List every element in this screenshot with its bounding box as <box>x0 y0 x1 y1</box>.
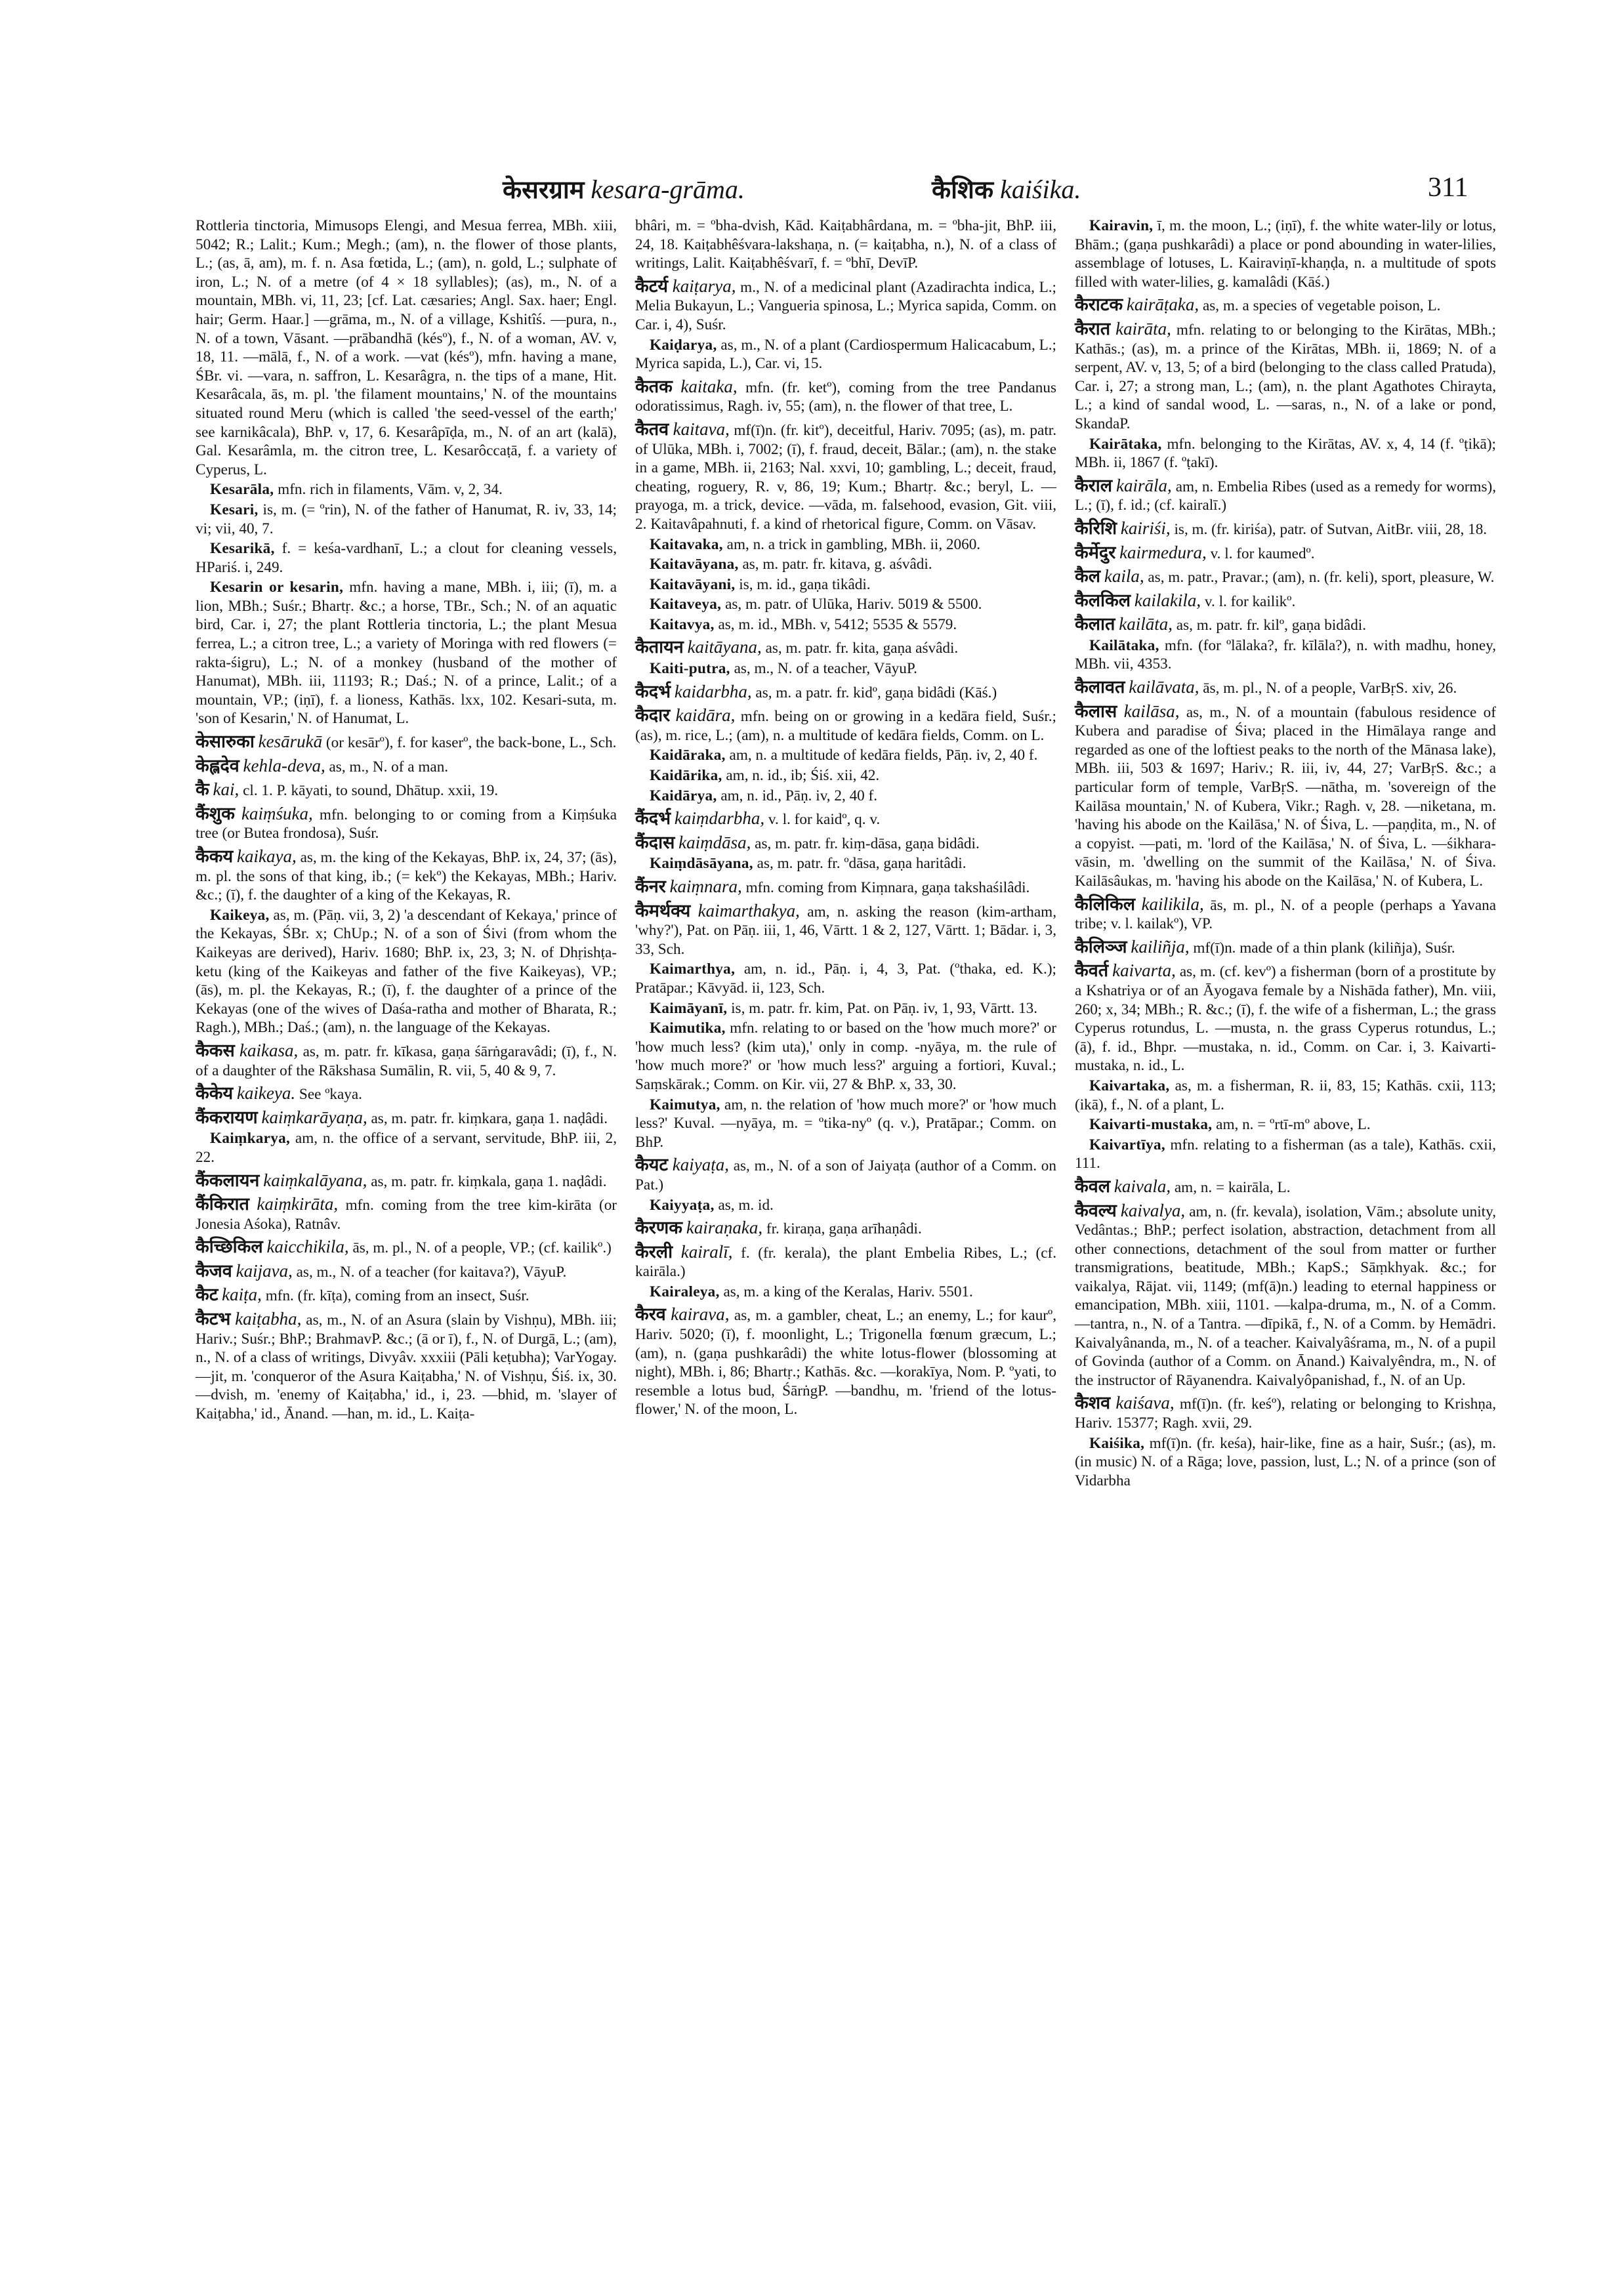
entry-definition: ī, m. the moon, L.; (iṇī), f. the white water-lily or lotus, Bhām.; (gaṇa pushkarâdi) a place or pond abounding in water-lilies, assemblage of lotuses, L. Kairaviṇī-khaṇḍa, n. a multitude of spots filled with water-lilies, g. kamalâdi (Kāś.) <box>1075 217 1496 291</box>
entry-definition: as, m. patr. fr. kīkasa, gaṇa śārṅgaravâdi; (ī), f., N. of a daughter of the Rākshasa Sumālin, R. vii, 5, 40 & 9, 7. <box>196 1043 617 1079</box>
entry-definition: as, m. the king of the Kekayas, BhP. ix, 24, 37; (ās), m. pl. the sons of that king, ib.; (= kekº) the Kekayas, MBh.; Hariv. &c.; (ī), f. the daughter of a king of the Kekayas, R. <box>196 849 617 904</box>
dictionary-subentry <box>1075 435 1496 472</box>
headword-devanagari: कैकेय <box>196 1083 234 1104</box>
dictionary-entry <box>196 1262 617 1282</box>
dictionary-entry <box>196 1108 617 1128</box>
headword-devanagari: कैटर्य <box>635 276 669 297</box>
headword-transliteration: kaivala, <box>1114 1176 1171 1196</box>
headword-devanagari: कैवल <box>1075 1176 1111 1197</box>
headword-transliteration: kehla-deva, <box>243 755 325 775</box>
dictionary-entry <box>1075 615 1496 635</box>
dictionary-subentry <box>635 1283 1056 1302</box>
dictionary-entry <box>1075 1394 1496 1432</box>
dictionary-entry <box>1075 320 1496 434</box>
entry-definition: ās, m. pl., N. of a people, VP.; (cf. kailikº.) <box>348 1239 612 1257</box>
entry-definition: is, m. patr. fr. kim, Pat. on Pāṇ. iv, 1, 93, Vārtt. 13. <box>727 999 1038 1017</box>
entry-definition: am, n. Embelia Ribes (used as a remedy for worms), L.; (ī), f. id.; (cf. kairalī.) <box>1075 478 1497 514</box>
entry-definition: is, m. id., gaṇa tikâdi. <box>735 575 871 593</box>
entry-definition: mfn. belonging to or coming from a Kiṃśuka tree (or Butea frondosa), Suśr. <box>196 806 617 842</box>
dictionary-subentry <box>635 787 1056 806</box>
column-middle <box>635 217 1056 1420</box>
headword-transliteration: kaiṃkalāyana, <box>263 1170 367 1190</box>
headword-transliteration: kaivalya, <box>1120 1200 1186 1220</box>
headword-transliteration: kairāṭaka, <box>1126 295 1199 315</box>
dictionary-entry <box>196 1195 617 1233</box>
dictionary-subentry <box>196 480 617 499</box>
entry-definition: is, m. (fr. kiriśa), patr. of Sutvan, AitBr. viii, 28, 18. <box>1170 520 1488 538</box>
dictionary-entry <box>196 804 617 843</box>
subentry-headword: Kaikeya, <box>210 906 270 924</box>
headword-transliteration: kaimarthakya, <box>697 900 800 920</box>
entry-definition: as, m. patr., Pravar.; (am), n. (fr. keli), sport, pleasure, W. <box>1144 569 1495 587</box>
headword-transliteration: kai, <box>213 779 239 800</box>
headword-transliteration: kairalī, <box>680 1241 733 1262</box>
entry-definition: is, m. (= ºrin), N. of the father of Hanumat, R. iv, 33, 14; vi; vii, 40, 7. <box>196 501 617 537</box>
headword-transliteration: kaiṭa, <box>222 1285 262 1305</box>
dictionary-subentry <box>635 615 1056 634</box>
headword-devanagari: कैदर्भ <box>635 681 671 702</box>
subentry-headword: Kaiṃkarya, <box>210 1130 291 1148</box>
headword-transliteration: kaiṭabha, <box>235 1309 302 1329</box>
dictionary-entry <box>196 1171 617 1191</box>
headword-transliteration: kaiṃdarbha, <box>674 808 765 829</box>
subentry-headword: Kaimāyanī, <box>650 999 728 1017</box>
dictionary-subentry <box>196 578 617 728</box>
entry-definition: mfn. relating to or belonging to the Kirātas, MBh.; Kathās.; (as), m. a prince of the Kirātas, MBh. ii, 1869; N. of a serpent, AV. v, 13, 5; of a bird (belonging to the class called Pratuda), Car. i, 27; a strong man, L.; (am), n. the plant Agathotes Chirayta, L.; a kind of sandal wood, L. —saras, n., N. of a lake or pond, SkandaP. <box>1075 321 1497 432</box>
headword-devanagari: कैराटक <box>1075 295 1123 316</box>
dictionary-entry <box>1075 476 1496 515</box>
dictionary-subentry <box>1075 1434 1496 1491</box>
entry-definition: as, m., N. of a son of Jaiyaṭa (author of a Comm. on Pat.) <box>635 1157 1056 1193</box>
entry-definition: as, m. (cf. kevº) a fisherman (born of a prostitute by a Kshatriya or of an Āyogava female by a Nishāda father), Mn. viii, 260; x, 34; MBh.; R. &c.; (ī), f. the wife of a fisherman, L.; the grass Cyperus rotundus, L. —musta, n. the grass Cyperus rotundus, L.; (ā), f. id., Bhpr. —mustaka, n. id., Comm. on Car. i, 3. Kaivarti-mustaka, n. id., L. <box>1075 963 1497 1075</box>
headword-devanagari: कैंशुक <box>196 803 235 824</box>
headword-devanagari: केह्लदेव <box>196 755 239 776</box>
dictionary-subentry <box>635 595 1056 614</box>
dictionary-subentry <box>635 336 1056 373</box>
running-head-left-devanagari: केसरग्राम <box>503 175 585 204</box>
entry-definition: ās, m. pl., N. of a people (perhaps a Yavana tribe; v. l. kailakº), VP. <box>1075 896 1497 933</box>
dictionary-subentry <box>635 766 1056 785</box>
entry-definition: mfn. relating to a fisherman (as a tale), Kathās. cxii, 111. <box>1075 1136 1496 1172</box>
headword-transliteration: kailāvata, <box>1129 677 1199 697</box>
headword-transliteration: kairāla, <box>1116 475 1172 495</box>
entry-continuation <box>196 217 617 479</box>
headword-transliteration: kaikasa, <box>239 1040 299 1060</box>
subentry-headword: Kaitaveya, <box>650 596 722 613</box>
subentry-headword: Kaitavya, <box>650 615 715 633</box>
entry-definition: mfn. rich in filaments, Vām. v, 2, 34. <box>274 481 503 499</box>
column-left <box>196 217 617 1425</box>
dictionary-entry <box>1075 567 1496 587</box>
headword-transliteration: kaiṃkirāta, <box>257 1194 339 1214</box>
entry-definition: See ºkaya. <box>295 1086 362 1104</box>
entry-definition: am, n. the relation of 'how much more?' or 'how much less?' Kuval. —nyāya, m. = ºtika-nyº (q. v.), Pratāpar.; Comm. on BhP. <box>635 1096 1056 1151</box>
entry-definition: as, m. patr. fr. kita, gaṇa aśvâdi. <box>761 640 959 657</box>
headword-transliteration: kaikeya. <box>236 1083 296 1104</box>
entry-definition: as, m. patr. of Ulūka, Hariv. 5019 & 5500. <box>721 596 982 613</box>
entry-definition: mfn. coming from Kiṃnara, gaṇa takshaśilâdi. <box>741 879 1030 896</box>
headword-transliteration: kairaṇaka, <box>686 1218 763 1238</box>
entry-definition: mf(ī)n. (fr. kitº), deceitful, Hariv. 7095; (as), m. patr. of Ulūka, MBh. i, 7002; (ī), f. fraud, deceit, Bālar.; (am), n. the stake in a game, MBh. ii, 2163; Nal. xxvi, 10; gambling, L.; deceit, fraud, cheating, roguery, R. v, 86, 19; Kum.; Bhartṛ. &c.; beryl, L. —prayoga, m. a trick, device. —vāda, m. falsehood, evasion, Git. viii, 2. Kaitavâpahnuti, f. a kind of rhetorical figure, Comm. on Vāsav. <box>635 421 1056 533</box>
headword-transliteration: kaidarbha, <box>674 681 752 701</box>
headword-transliteration: kaila, <box>1104 566 1144 587</box>
subentry-headword: Kesari, <box>210 501 259 518</box>
entry-definition: as, m. patr. fr. kitava, g. aśvâdi. <box>738 556 932 573</box>
entry-definition: as, m. patr. fr. kiṃ-dāsa, gaṇa bidâdi. <box>751 835 980 852</box>
headword-transliteration: kailāsa, <box>1123 701 1180 721</box>
dictionary-entry <box>1075 678 1496 698</box>
dictionary-subentry <box>1075 1115 1496 1134</box>
subentry-headword: Kaiti-putra, <box>650 660 730 678</box>
headword-devanagari: कैराल <box>1075 475 1113 496</box>
headword-devanagari: कैंकिरात <box>196 1194 249 1215</box>
entry-definition: as, m., N. of an Asura (slain by Vishṇu), MBh. iii; Hariv.; Suśr.; BhP.; BrahmavP. &c.; (ā or ī), f., N. of Durgā, L.; (am), n., N. of a class of writings, Divyâv. xxxiii (Pāli keṭubha); VarYogay. —jit, m. 'conqueror of the Asura Kaiṭabha,' N. of Vishṇu, Śiś. ix, 30. —dvish, m. 'enemy of Kaiṭabha,' id., i, 23. —bhid, m. 'slayer of Kaiṭabha,' id., Ānand. —han, m. id., L. Kaiṭa- <box>196 1312 617 1423</box>
entry-definition: mf(ī)n. made of a thin plank (kiliñja), Suśr. <box>1189 939 1455 957</box>
dictionary-entry <box>635 638 1056 658</box>
entry-definition: ās, m. pl., N. of a people, VarBṛS. xiv, 26. <box>1199 680 1457 697</box>
entry-definition: am, n. a trick in gambling, MBh. ii, 2060. <box>722 535 981 553</box>
entry-definition: as, m. a gambler, cheat, L.; an enemy, L.; for kaurº, Hariv. 5020; (ī), f. moonlight, L.; Trigonella fœnum græcum, L.; (am), n. (gaṇa pushkarâdi) the white lotus-flower (blossoming at night), MBh. i, 86; Bhartṛ.; Kathās. &c. —korakīya, Nom. P. ºyati, to resemble a lotus bud, ŚārṅgP. —bandhu, m. 'friend of the lotus-flower,' N. of the moon, L. <box>635 1307 1057 1418</box>
headword-transliteration: kaidāra, <box>675 705 736 726</box>
entry-definition: as, m., N. of a plant (Cardiospermum Halicacabum, L.; Myrica sapida, L.), Car. vi, 15. <box>635 336 1056 373</box>
entry-definition: as, m. id., MBh. v, 5412; 5535 & 5579. <box>714 615 957 633</box>
dictionary-subentry <box>635 960 1056 997</box>
dictionary-entry <box>635 809 1056 829</box>
headword-devanagari: कैतायन <box>635 637 684 658</box>
dictionary-entry <box>196 756 617 777</box>
entry-definition: am, n. = kairāla, L. <box>1171 1178 1291 1196</box>
dictionary-subentry <box>196 906 617 1037</box>
dictionary-entry <box>1075 1177 1496 1197</box>
headword-devanagari: कैशव <box>1075 1393 1111 1414</box>
headword-transliteration: kaikaya, <box>237 846 297 866</box>
headword-devanagari: कैमर्थक्य <box>635 900 691 921</box>
headword-devanagari: कैलिकिल <box>1075 894 1136 915</box>
headword-transliteration: kaitaka, <box>680 376 738 396</box>
entry-definition: as, m., N. of a teacher (for kaitava?), VāyuP. <box>292 1263 567 1281</box>
dictionary-entry <box>1075 1201 1496 1390</box>
subentry-headword: Kaitavaka, <box>650 535 723 553</box>
headword-transliteration: kaiṃśuka, <box>241 803 313 823</box>
entry-definition: am, n. id., ib; Śiś. xii, 42. <box>722 767 880 785</box>
headword-devanagari: कैयट <box>635 1155 669 1176</box>
entry-definition: mfn. relating to or based on the 'how much more?' or 'how much less? (kim uta),' only in comp. -nyāya, m. the rule of 'how much more?' or 'how much less?' arguing a fortiori, Kuval.; Saṃskārak.; Comm. on Kir. vii, 27 & BhP. x, 33, 30. <box>635 1020 1056 1093</box>
dictionary-subentry <box>635 535 1056 554</box>
entry-definition: f. = keśa-vardhanī, L.; a clout for cleaning vessels, HPariś. i, 249. <box>196 540 617 576</box>
headword-devanagari: कैतक <box>635 376 673 397</box>
entry-definition: v. l. for kaumedº. <box>1206 545 1315 562</box>
dictionary-entry <box>196 847 617 905</box>
headword-devanagari: कैंदर्भ <box>635 808 671 829</box>
entry-definition: am, n. = ºrtī-mº above, L. <box>1212 1116 1371 1134</box>
running-head-right-translit: kaiśika. <box>1000 175 1081 204</box>
headword-transliteration: kaijava, <box>236 1260 293 1281</box>
subentry-headword: Kaiyyaṭa, <box>650 1196 715 1214</box>
headword-devanagari: कैकस <box>196 1040 235 1061</box>
headword-transliteration: kailakila, <box>1134 590 1201 610</box>
dictionary-entry <box>635 1155 1056 1194</box>
subentry-headword: Kaitavāyani, <box>650 575 736 593</box>
entry-definition: am, n. the office of a servant, servitude, BhP. iii, 2, 22. <box>196 1130 617 1166</box>
dictionary-entry <box>635 1218 1056 1239</box>
entry-definition: mf(ī)n. (fr. keśº), relating or belonging to Krishṇa, Hariv. 15377; Ragh. xvii, 29. <box>1075 1396 1497 1432</box>
headword-transliteration: kailikila, <box>1141 894 1204 914</box>
headword-devanagari: कैकय <box>196 846 234 867</box>
entry-definition: as, m. a fisherman, R. ii, 83, 15; Kathās. cxii, 113; (ikā), f., N. of a plant, L. <box>1075 1077 1496 1113</box>
entry-definition: (or kesārº), f. for kaserº, the back-bone, L., Sch. <box>322 734 617 752</box>
subentry-headword: Kaivartaka, <box>1089 1077 1170 1094</box>
headword-devanagari: कैच्छिकिल <box>196 1237 263 1258</box>
entry-definition: as, m. patr. fr. kiṃkala, gaṇa 1. naḍâdi. <box>367 1172 607 1190</box>
dictionary-entry <box>635 377 1056 416</box>
page-number: 311 <box>1428 173 1468 203</box>
dictionary-entry <box>196 1237 617 1258</box>
headword-transliteration: kaiśava, <box>1115 1393 1175 1413</box>
dictionary-subentry <box>635 575 1056 594</box>
dictionary-subentry <box>1075 217 1496 291</box>
subentry-headword: Kaiśika, <box>1089 1434 1145 1452</box>
headword-devanagari: कैट <box>196 1285 219 1306</box>
entry-definition: mfn. (fr. kīṭa), coming from an insect, Suśr. <box>261 1287 530 1305</box>
entry-definition: as, m., N. of a man. <box>325 758 449 775</box>
headword-transliteration: kaivarta, <box>1112 961 1176 981</box>
headword-devanagari: कैवर्त <box>1075 961 1109 982</box>
dictionary-entry <box>1075 591 1496 611</box>
entry-definition: bhâri, m. = ºbha-dvish, Kād. Kaiṭabhârdana, m. = ºbha-jit, BhP. iii, 24, 18. Kaiṭabhêśvara-lakshaṇa, n. (= kaiṭabha, n.), N. of a class of writings, Lalit. Kaiṭabhêśvarī, f. = ºbhī, DevīP. <box>635 217 1056 272</box>
entry-definition: fr. kiraṇa, gaṇa arīhaṇâdi. <box>762 1220 922 1238</box>
dictionary-entry <box>196 780 617 800</box>
dictionary-entry <box>1075 895 1496 934</box>
dictionary-entry <box>196 1084 617 1104</box>
dictionary-entry <box>1075 295 1496 316</box>
dictionary-entry <box>635 1243 1056 1281</box>
subentry-headword: Kaiṃdāsāyana, <box>650 855 753 873</box>
headword-transliteration: kailiñja, <box>1131 936 1190 957</box>
entry-definition: v. l. for kaidº, q. v. <box>764 811 881 829</box>
subentry-headword: Kaimutya, <box>650 1096 720 1113</box>
dictionary-entry <box>635 833 1056 854</box>
headword-transliteration: kesārukā <box>258 732 323 752</box>
dictionary-subentry <box>1075 1136 1496 1173</box>
headword-devanagari: कैदार <box>635 705 671 726</box>
dictionary-subentry <box>196 1129 617 1167</box>
entry-definition: mfn. (fr. ketº), coming from the tree Pandanus odoratissimus, Ragh. iv, 55; (am), n. the flower of that tree, L. <box>635 379 1056 415</box>
dictionary-subentry <box>635 555 1056 574</box>
entry-definition: am, n. id., Pāṇ. iv, 2, 40 f. <box>717 787 878 804</box>
headword-devanagari: कैतव <box>635 419 669 440</box>
headword-devanagari: कैलात <box>1075 614 1115 635</box>
entry-definition: as, m. a patr. fr. kidº, gaṇa bidâdi (Kāś.) <box>751 684 997 701</box>
dictionary-entry <box>635 682 1056 703</box>
dictionary-entry <box>635 1305 1056 1419</box>
headword-transliteration: kaiṭarya, <box>672 276 736 296</box>
subentry-headword: Kaidārya, <box>650 787 717 804</box>
headword-devanagari: कैरव <box>635 1304 666 1325</box>
subentry-headword: Kesarikā, <box>210 540 275 558</box>
headword-devanagari: कैंकरायण <box>196 1107 258 1128</box>
headword-transliteration: kairāta, <box>1115 318 1171 339</box>
headword-devanagari: कैरिशि <box>1075 518 1117 539</box>
headword-transliteration: kairava, <box>671 1304 730 1325</box>
dictionary-subentry <box>635 854 1056 873</box>
entry-definition: mfn. (for ºlālaka?, fr. kīlāla?), n. with madhu, honey, MBh. vii, 4353. <box>1075 636 1496 673</box>
entry-definition: as, m. patr. fr. ºdāsa, gaṇa haritâdi. <box>753 855 967 873</box>
headword-devanagari: कैलकिल <box>1075 590 1131 611</box>
entry-definition: as, m. a king of the Keralas, Hariv. 5501. <box>719 1283 973 1300</box>
headword-transliteration: kaicchikila, <box>266 1237 349 1257</box>
dictionary-entry <box>1075 702 1496 891</box>
dictionary-entry <box>635 877 1056 898</box>
subentry-headword: Kaimarthya, <box>650 961 736 978</box>
subentry-headword: Kesarin or kesarin, <box>210 579 344 596</box>
entry-definition: mfn. being on or growing in a kedāra field, Suśr.; (as), m. rice, L.; (am), n. a multitude of kedāra fields, Comm. on L. <box>635 708 1057 744</box>
dictionary-subentry <box>635 1196 1056 1215</box>
dictionary-entry <box>1075 519 1496 539</box>
entry-definition: am, n. asking the reason (kim-artham, 'why?'), Pat. on Pāṇ. iii, 1, 46, Vārtt. 1 & 2, 127, Vārtt. 1; Bādar. i, 3, 33, Sch. <box>635 903 1056 958</box>
headword-devanagari: कैलावत <box>1075 677 1125 698</box>
subentry-headword: Kairaleya, <box>650 1283 720 1300</box>
headword-devanagari: केसारुका <box>196 732 255 753</box>
headword-devanagari: कैरली <box>635 1241 673 1262</box>
headword-transliteration: kaiṃkarāyaṇa, <box>261 1107 367 1127</box>
headword-devanagari: कैंनर <box>635 877 666 897</box>
headword-devanagari: कै <box>196 779 209 800</box>
running-head-right-devanagari: कैशिक <box>932 175 994 204</box>
headword-transliteration: kaitava, <box>673 419 730 439</box>
entry-definition: as, m. patr. fr. kiṃkara, gaṇa 1. naḍâdi. <box>367 1109 608 1127</box>
headword-devanagari: कैलिञ्ज <box>1075 936 1127 957</box>
subentry-headword: Kaidārika, <box>650 767 722 785</box>
entry-definition: f. (fr. kerala), the plant Embelia Ribes, L.; (cf. kairāla.) <box>635 1244 1057 1281</box>
headword-devanagari: कैंदास <box>635 832 675 853</box>
headword-transliteration: kaiṃdāsa, <box>678 832 751 852</box>
entry-definition: mfn. having a mane, MBh. i, iii; (ī), m. a lion, MBh.; Suśr.; Bhartṛ. &c.; a horse, TBr., Sch.; N. of an aquatic bird, Car. i, 27; the plant Rottleria tinctoria, L.; the plant Mesua ferrea, L.; a citron tree, L.; a variety of Moringa with red flowers (= rakta-śigru), L.; N. of a monkey (husband of the mother of Hanumat), MBh. iii, 11193; R.; Daś.; N. of a prince, Lalit.; of a mountain, VP.; (iṇī), f. a lioness, Kathās. lxx, 102. Kesari-suta, m. 'son of Kesarin,' N. of Hanumat, L. <box>196 579 617 728</box>
headword-transliteration: kaitāyana, <box>687 637 762 657</box>
entry-definition: am, n. a multitude of kedāra fields, Pāṇ. iv, 2, 40 f. <box>725 747 1038 764</box>
entry-definition: as, m. a species of vegetable poison, L. <box>1199 297 1441 315</box>
headword-devanagari: कैरणक <box>635 1218 683 1239</box>
headword-devanagari: कैवल्य <box>1075 1200 1117 1221</box>
headword-devanagari: कैरात <box>1075 318 1111 339</box>
subentry-headword: Kesarāla, <box>210 481 274 499</box>
entry-definition: mfn. belonging to the Kirātas, AV. x, 4, 14 (f. ºṭikā); MBh. ii, 1867 (f. ºṭakī). <box>1075 435 1496 472</box>
entry-definition: am, n. (fr. kevala), isolation, Vām.; absolute unity, Vedântas.; BhP.; perfect isolation, abstraction, detachment from all other connections, detachment of the soul from matter or further transmigrations, beatitude, MBh.; KapS.; Sāṃkhyak. &c.; for vaikalya, Rājat. vii, 1149; (mf(ā)n.) leading to eternal happiness or emancipation, MBh. xiii, 1101. —kalpa-druma, m., N. of a Comm. —tantra, n., N. of a Tantra. —dīpikā, f., N. of a Comm. by Hemādri. Kaivalyânanda, m., N. of a teacher. Kaivalyâśrama, m., N. of a pupil of Govinda (author of a Comm. on Ānand.) Kaivalyêndra, m., N. of the instructor of Rāyanendra. Kaivalyôpanishad, f., N. of an Up. <box>1075 1203 1497 1389</box>
subentry-headword: Kaimutika, <box>650 1020 726 1037</box>
dictionary-entry <box>1075 938 1496 958</box>
subentry-headword: Kaiḍarya, <box>650 336 717 354</box>
dictionary-entry <box>1075 961 1496 1075</box>
entry-definition: as, m., N. of a teacher, VāyuP. <box>730 660 917 678</box>
dictionary-subentry <box>635 1096 1056 1152</box>
running-head-right <box>932 172 1081 206</box>
headword-transliteration: kaiṃnara, <box>669 877 742 896</box>
subentry-headword: Kaidāraka, <box>650 747 726 764</box>
headword-devanagari: कैंकलायन <box>196 1170 260 1191</box>
dictionary-entry <box>196 1041 617 1080</box>
dictionary-entry <box>196 732 617 753</box>
headword-devanagari: कैर्मेदुर <box>1075 542 1116 563</box>
dictionary-subentry <box>635 999 1056 1018</box>
dictionary-subentry <box>635 746 1056 765</box>
entry-definition: as, m. (Pāṇ. vii, 3, 2) 'a descendant of Kekaya,' prince of the Kekayas, ŚBr. x; ChUp.; N. of a son of Śivi (from whom the Kaikeyas are derived), Hariv. 1680; BhP. ix, 23, 3; N. of Dhṛishṭa-ketu (king of the Kaikeyas and father of the five Kaikeyas), VP.; (ās), m. pl. the Kekayas, R.; (ī), f. the daughter of a prince of the Kekayas (one of the wives of Daśa-ratha and mother of Bharata, R.; Ragh.), MBh.; Daś.; (am), n. the language of the Kekayas. <box>196 906 617 1037</box>
headword-devanagari: कैलास <box>1075 701 1117 722</box>
dictionary-entry <box>635 706 1056 745</box>
dictionary-subentry <box>635 1019 1056 1094</box>
entry-definition: as, m. id. <box>714 1196 774 1214</box>
dictionary-entry <box>196 1310 617 1424</box>
entry-definition: as, m., N. of a mountain (fabulous residence of Kubera and paradise of Śiva; placed in the Himālaya range and regarded as one of the loftiest peaks to the north of the Mānasa lake), MBh. iii, 503 & 1697; Hariv.; R. iii, iv, 44, 27; VarBṛS. &c.; a particular form of temple, VarBṛS. —nātha, m. 'sovereign of the Kailāsa mountain,' N. of Kubera, Vikr.; Ragh. v, 28. —niketana, m. 'having his abode on the Kailāsa,' N. of Śiva, L. —paṇḍita, m., N. of a copyist. —pati, m. 'lord of the Kailāsa,' N. of Śiva, L. —śikhara-vāsin, m. 'dwelling on the summit of the Kailāsa,' N. of Śiva. Kailāsâukas, m. 'having his abode on the Kailāsa,' N. of Kubera, L. <box>1075 703 1496 890</box>
dictionary-subentry <box>196 539 617 577</box>
headword-transliteration: kailāta, <box>1119 614 1173 634</box>
dictionary-subentry <box>635 659 1056 678</box>
dictionary-entry <box>635 277 1056 335</box>
dictionary-subentry <box>1075 1077 1496 1114</box>
headword-transliteration: kairmedura, <box>1119 542 1207 562</box>
subentry-headword: Kairavin, <box>1089 217 1154 234</box>
entry-definition: mfn. coming from the tree kim-kirāta (or Jonesia Aśoka), Ratnâv. <box>196 1197 617 1233</box>
column-right <box>1075 217 1496 1491</box>
dictionary-subentry <box>1075 636 1496 674</box>
dictionary-subentry <box>196 501 617 538</box>
entry-definition: Rottleria tinctoria, Mimusops Elengi, and Mesua ferrea, MBh. xiii, 5042; R.; Lalit.; Kum.; Megh.; (am), n. the flower of those plants, L.; (as, ā, am), m. f. n. Asa fœtida, L.; (am), n. gold, L.; sulphate of iron, L.; N. of a metre (of 4 × 18 syllables); (as), m., N. of a mountain, MBh. vi, 11, 23; [cf. Lat. cæsaries; Angl. Sax. haer; Engl. hair; Germ. Haar.] —grāma, m., N. of a village, Kshitîś. —pura, n., N. of a town, Vāsant. —prābandhā (késº), f., N. of a woman, AV. v, 18, 11. —mālā, f., N. of a work. —vat (késº), mfn. having a mane, ŚBr. vi. —vara, n. saffron, L. Kesarâgra, n. the tips of a mane, Hit. Kesarâcala, ās, m. pl. 'the filament mountains,' N. of the mountains situated round Meru (which is called 'the seed-vessel of the earth;' see karnikâcala), BhP. v, 17, 6. Kesarâpīḍa, m., N. of an art (kalā), Gal. Kesarâmla, m. the citron tree, L. Kesarôccaṭā, f. a variety of Cyperus, L. <box>196 217 617 478</box>
running-head-left <box>503 172 745 206</box>
subentry-headword: Kaivartīya, <box>1089 1136 1165 1153</box>
subentry-headword: Kairātaka, <box>1089 435 1162 453</box>
entry-continuation <box>635 217 1056 273</box>
subentry-headword: Kailātaka, <box>1089 636 1159 654</box>
headword-transliteration: kaiyaṭa, <box>672 1155 729 1175</box>
subentry-headword: Kaivarti-mustaka, <box>1089 1116 1213 1134</box>
dictionary-entry <box>635 901 1056 959</box>
entry-definition: as, m. patr. fr. kilº, gaṇa bidâdi. <box>1172 617 1367 634</box>
entry-definition: m., N. of a medicinal plant (Azadirachta indica, L.; Melia Bukayun, L.; Vangueria spinosa, L.; Myrica sapida, Comm. on Car. i, 4), Suśr. <box>635 278 1056 333</box>
subentry-headword: Kaitavāyana, <box>650 556 739 573</box>
dictionary-entry <box>1075 543 1496 564</box>
headword-devanagari: कैटभ <box>196 1309 231 1330</box>
entry-definition: mf(ī)n. (fr. keśa), hair-like, fine as a hair, Suśr.; (as), m. (in music) N. of a Rāga; love, passion, lust, L.; N. of a prince (son of Vidarbha <box>1075 1434 1496 1489</box>
entry-definition: cl. 1. P. kāyati, to sound, Dhātup. xxii, 19. <box>239 782 499 800</box>
entry-definition: v. l. for kailikº. <box>1201 592 1296 610</box>
dictionary-entry <box>196 1285 617 1306</box>
entry-definition: am, n. id., Pāṇ. i, 4, 3, Pat. (ºthaka, ed. K.); Pratāpar.; Kāvyād. ii, 123, Sch. <box>635 961 1056 997</box>
running-head-left-translit: kesara-grāma. <box>591 175 745 204</box>
headword-devanagari: कैजव <box>196 1260 232 1281</box>
dictionary-entry <box>635 420 1056 534</box>
headword-devanagari: कैल <box>1075 566 1101 587</box>
headword-transliteration: kairiśi, <box>1120 518 1171 538</box>
